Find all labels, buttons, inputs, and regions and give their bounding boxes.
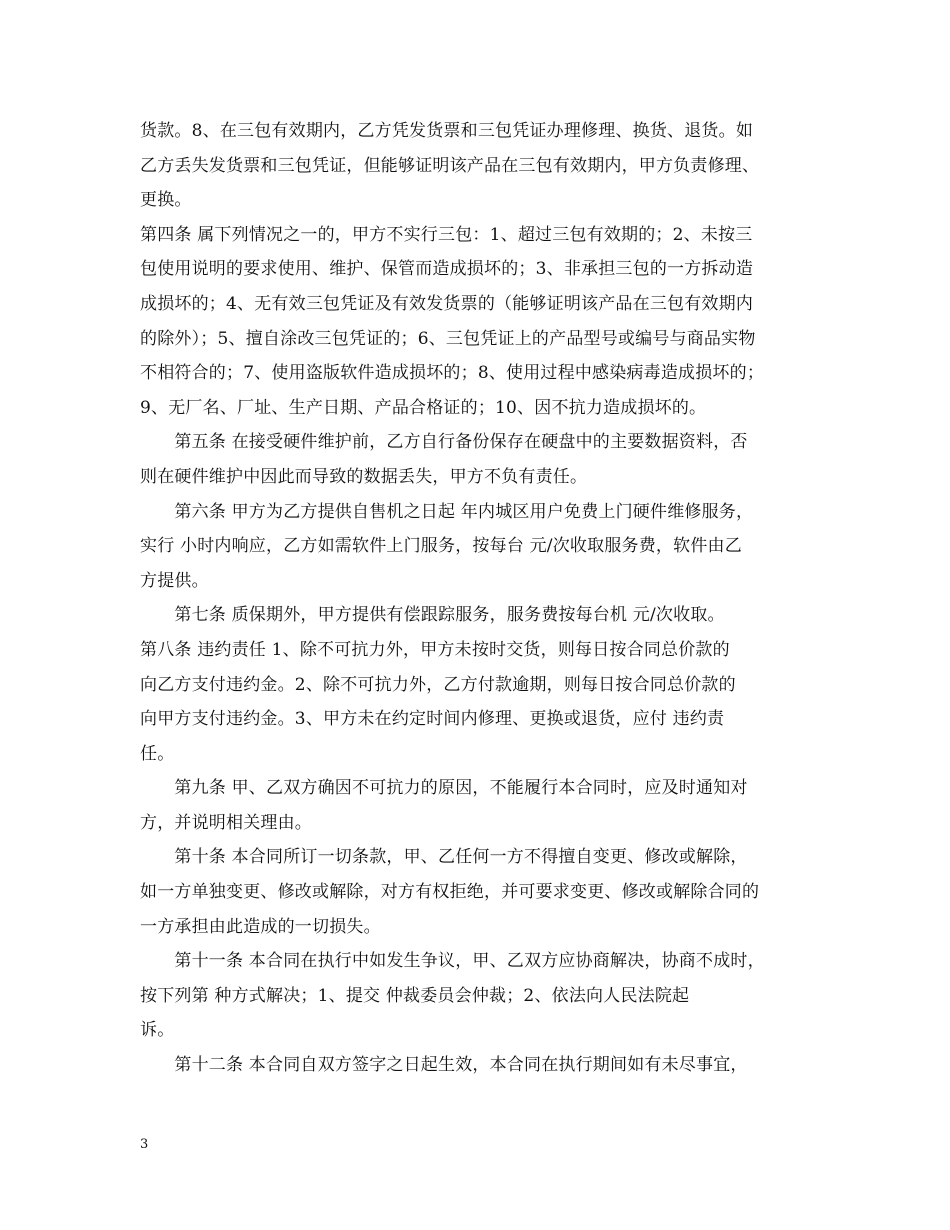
text-line: 成损坏的；4、无有效三包凭证及有效发货票的（能够证明该产品在三包有效期内 [140,293,754,314]
text-line: 第十二条 本合同自双方签字之日起生效，本合同在执行期间如有未尽事宜， [140,1055,748,1076]
text-line: 如一方单独变更、修改或解除，对方有权拒绝，并可要求变更、修改或解除合同的 [140,882,760,903]
text-line: 第十条 本合同所订一切条款，甲、乙任何一方不得擅自变更、修改或解除， [140,847,748,868]
text-line: 第九条 甲、乙双方确因不可抗力的原因，不能履行本合同时，应及时通知对 [140,778,748,799]
page-number: 3 [140,1137,149,1152]
text-line: 第四条 属下列情况之一的，甲方不实行三包：1、超过三包有效期的；2、未按三 [140,224,753,245]
text-line: 货款。8、在三包有效期内，乙方凭发货票和三包凭证办理修理、换货、退货。如 [140,121,754,141]
text-line: 诉。 [140,1020,175,1041]
text-line: 更换。 [140,190,192,211]
text-line: 不相符合的；7、使用盗版软件造成损坏的；8、使用过程中感染病毒造成损坏的； [140,363,765,384]
text-line: 则在硬件维护中因此而导致的数据丢失，甲方不负有责任。 [140,466,588,487]
text-line: 第七条 质保期外，甲方提供有偿跟踪服务，服务费按每台机 元/次收取。 [140,605,725,626]
text-line: 向甲方支付违约金。3、甲方未在约定时间内修理、更换或退货，应付 违约责 [140,709,725,730]
text-line: 方，并说明相关理由。 [140,812,312,833]
text-line: 的除外）；5、擅自涂改三包凭证的；6、三包凭证上的产品型号或编号与商品实物 [140,328,756,349]
text-line: 第八条 违约责任 1、除不可抗力外，甲方未按时交货，则每日按合同总价款的 [140,639,730,660]
text-line: 第十一条 本合同在执行中如发生争议，甲、乙双方应协商解决，协商不成时， [140,951,765,972]
contract-text-body [140,114,820,1083]
text-line: 乙方丢失发货票和三包凭证，但能够证明该产品在三包有效期内，甲方负责修理、 [140,155,760,176]
text-line: 第六条 甲方为乙方提供自售机之日起 年内城区用户免费上门硬件维修服务， [140,501,754,522]
text-line: 一方承担由此造成的一切损失。 [140,916,381,937]
text-line: 任。 [140,743,175,764]
text-line: 包使用说明的要求使用、维护、保管而造成损坏的；3、非承担三包的一方拆动造 [140,259,754,280]
text-line: 方提供。 [140,570,209,591]
text-line: 第五条 在接受硬件维护前，乙方自行备份保存在硬盘中的主要数据资料，否 [140,432,748,453]
text-line: 9、无厂名、厂址、生产日期、产品合格证的；10、因不抗力造成损坏的。 [140,397,707,418]
text-line: 实行 小时内响应，乙方如需软件上门服务，按每台 元/次收取服务费，软件由乙 [140,536,742,557]
text-line: 向乙方支付违约金。2、除不可抗力外，乙方付款逾期，则每日按合同总价款的 [140,674,736,695]
text-line: 按下列第 种方式解决；1、提交 仲裁委员会仲裁；2、依法向人民法院起 [140,985,690,1006]
